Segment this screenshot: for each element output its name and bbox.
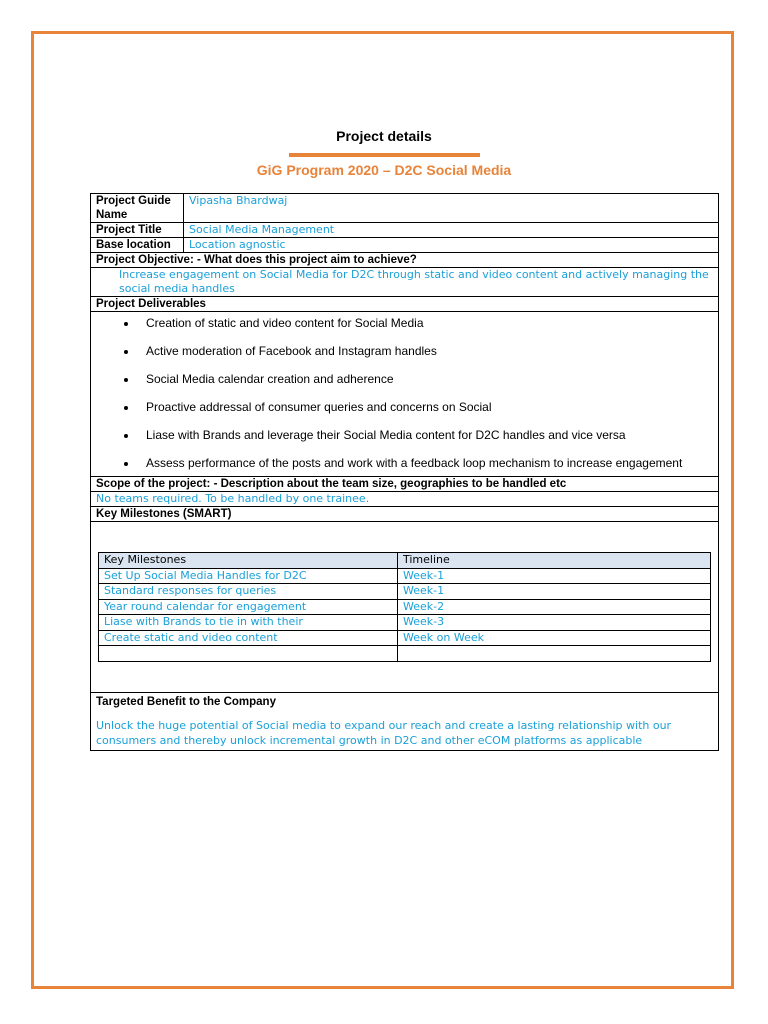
benefit-label: Targeted Benefit to the Company: [96, 695, 276, 708]
timeline-cell: Week-2: [398, 599, 711, 615]
benefit-value: Unlock the huge potential of Social media to expand our reach and create a lasting relationship with our consumers and thereby unlock incremental growth in D2C and other eCOM platforms as applicable: [96, 718, 672, 747]
location-label: Base location: [91, 238, 184, 253]
timeline-cell: Week-1: [398, 584, 711, 600]
timeline-cell: Week-1: [398, 568, 711, 584]
milestone-cell: Standard responses for queries: [99, 584, 398, 600]
guide-row: [91, 194, 719, 223]
objective-heading-row: [91, 253, 719, 268]
title-label: Project Title: [91, 223, 184, 238]
milestones-header-row: [99, 553, 711, 569]
milestones-heading-row: [91, 507, 719, 522]
table-row: [99, 615, 711, 631]
title-row: [91, 223, 719, 238]
page-title: Project details: [336, 128, 432, 144]
deliverable-item: • Active moderation of Facebook and Instagram handles: [138, 344, 718, 358]
milestone-cell: Set Up Social Media Handles for D2C: [99, 568, 398, 584]
deliverables-row: [91, 312, 719, 477]
table-row: [99, 584, 711, 600]
title-underline: [289, 153, 480, 157]
deliverables-list: [91, 312, 718, 476]
table-row: [99, 630, 711, 646]
table-row: [99, 599, 711, 615]
scope-row: [91, 492, 719, 507]
milestones-col-header: Key Milestones: [99, 553, 398, 569]
guide-label: Project Guide Name: [91, 194, 184, 223]
project-details-table: [90, 193, 719, 751]
deliverable-item: • Liase with Brands and leverage their Social Media content for D2C handles and vice versa: [138, 428, 718, 442]
deliverable-item: • Proactive addressal of consumer queries and concerns on Social: [138, 400, 718, 414]
objective-label: Project Objective: - What does this project aim to achieve?: [91, 253, 719, 268]
milestones-label: Key Milestones (SMART): [91, 507, 719, 522]
milestones-table: [98, 552, 711, 662]
title-value: Social Media Management: [184, 223, 719, 238]
guide-value: Vipasha Bhardwaj: [184, 194, 719, 223]
table-row: [99, 646, 711, 662]
scope-heading-row: [91, 477, 719, 492]
milestone-cell: Liase with Brands to tie in with their: [99, 615, 398, 631]
table-row: [99, 568, 711, 584]
milestone-cell: Create static and video content: [99, 630, 398, 646]
timeline-cell: Week-3: [398, 615, 711, 631]
milestone-cell: [99, 646, 398, 662]
timeline-cell: [398, 646, 711, 662]
objective-row: [91, 268, 719, 297]
deliverable-item: • Social Media calendar creation and adherence: [138, 372, 718, 386]
benefit-row: [91, 692, 719, 750]
deliverable-item: • Assess performance of the posts and work with a feedback loop mechanism to increase engagement: [138, 456, 718, 470]
timeline-col-header: Timeline: [398, 553, 711, 569]
scope-value: No teams required. To be handled by one trainee.: [91, 492, 719, 507]
objective-value: Increase engagement on Social Media for D2C through static and video content and actively managing the social media handles: [91, 268, 719, 297]
program-subtitle: GiG Program 2020 – D2C Social Media: [256, 162, 512, 178]
deliverables-label: Project Deliverables: [91, 297, 719, 312]
milestone-cell: Year round calendar for engagement: [99, 599, 398, 615]
milestones-row: [91, 522, 719, 693]
timeline-cell: Week on Week: [398, 630, 711, 646]
deliverable-item: • Creation of static and video content for Social Media: [138, 316, 718, 330]
location-value: Location agnostic: [184, 238, 719, 253]
scope-label: Scope of the project: - Description about the team size, geographies to be handled etc: [91, 477, 719, 492]
location-row: [91, 238, 719, 253]
deliverables-heading-row: [91, 297, 719, 312]
